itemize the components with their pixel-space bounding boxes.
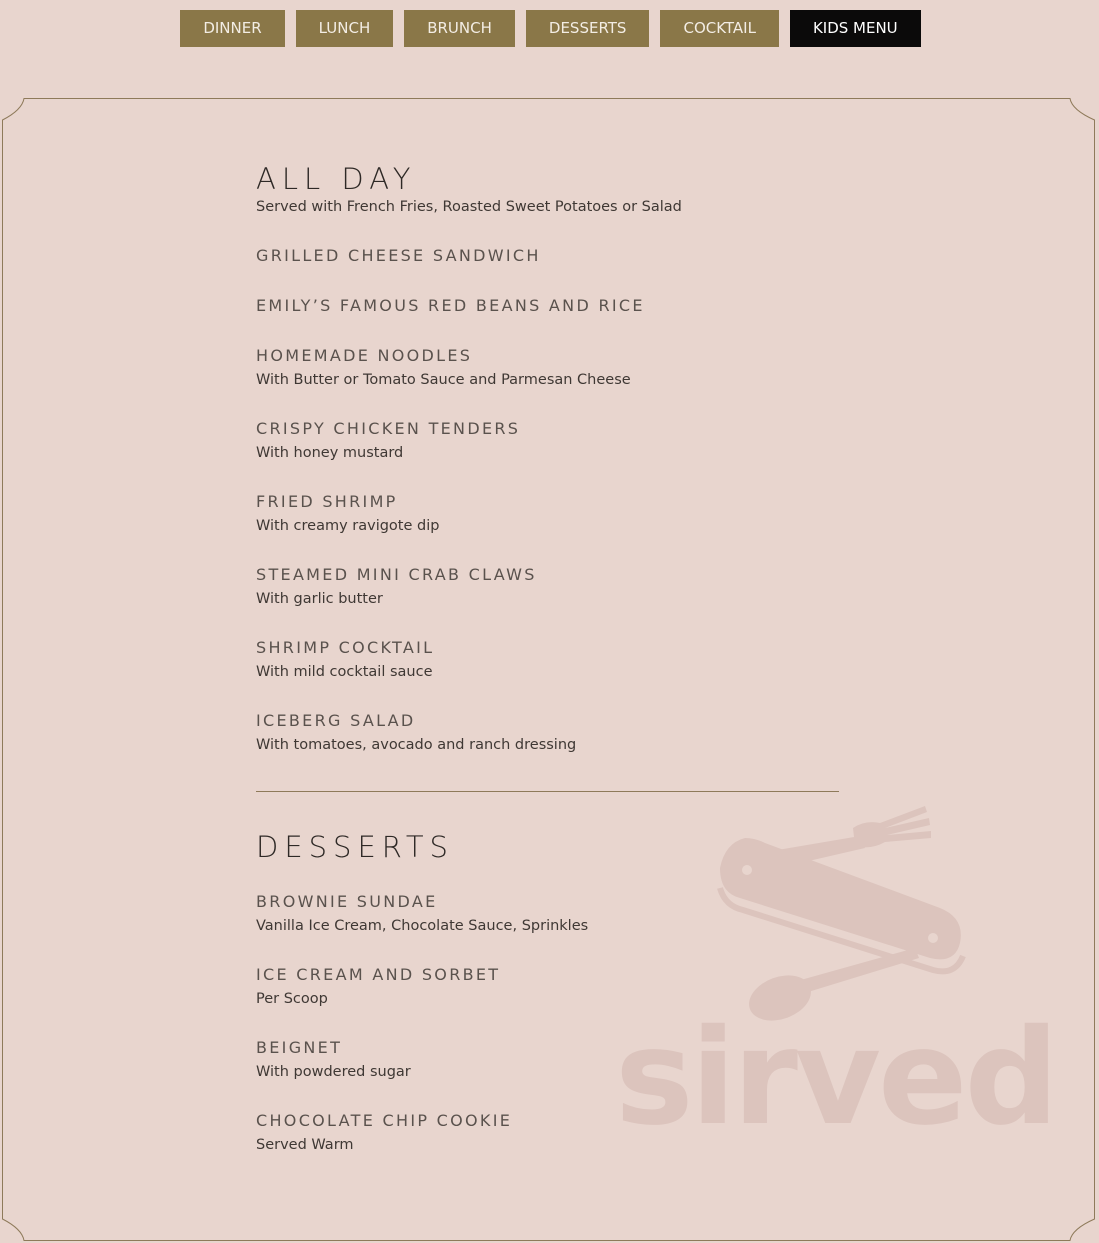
menu-item [256,492,856,535]
item-name: STEAMED MINI CRAB CLAWS [256,565,537,584]
tab-dinner[interactable]: DINNER [180,10,284,47]
item-name: FRIED SHRIMP [256,492,398,511]
menu-content [256,160,856,1154]
menu-tabs [0,10,1099,47]
menu-item [256,565,856,608]
item-name: EMILY’S FAMOUS RED BEANS AND RICE [256,296,645,315]
section-all-day [256,160,856,754]
item-name: GRILLED CHEESE SANDWICH [256,246,541,265]
tab-kids-menu[interactable]: KIDS MENU [790,10,921,47]
item-description: With honey mustard [256,445,404,461]
menu-item [256,246,856,266]
menu-item [256,638,856,681]
item-name: ICEBERG SALAD [256,711,416,730]
menu-item [256,711,856,754]
item-name: ICE CREAM AND SORBET [256,965,501,984]
item-name: BROWNIE SUNDAE [256,892,438,911]
tab-lunch[interactable]: LUNCH [296,10,394,47]
menu-item [256,346,856,389]
menu-item [256,1038,856,1081]
item-description: With tomatoes, avocado and ranch dressing [256,737,577,753]
item-description: With Butter or Tomato Sauce and Parmesan Cheese [256,372,631,388]
section-desserts [256,828,856,1154]
tab-cocktail[interactable]: COCKTAIL [660,10,778,47]
item-description: Vanilla Ice Cream, Chocolate Sauce, Sprinkles [256,918,589,934]
item-name: CHOCOLATE CHIP COOKIE [256,1111,513,1130]
item-name: HOMEMADE NOODLES [256,346,473,365]
item-description: With creamy ravigote dip [256,518,440,534]
menu-item [256,965,856,1008]
section-divider [256,791,839,792]
watermark-text: sirved [615,1001,1056,1155]
menu-item [256,892,856,935]
item-description: Per Scoop [256,991,328,1007]
menu-item [256,296,856,316]
menu-item [256,1111,856,1154]
tab-brunch[interactable]: BRUNCH [404,10,515,47]
section-title: DESSERTS [256,830,454,864]
item-description: Served Warm [256,1137,354,1153]
item-description: With garlic butter [256,591,383,607]
tab-desserts[interactable]: DESSERTS [526,10,650,47]
item-name: BEIGNET [256,1038,343,1057]
item-description: With powdered sugar [256,1064,411,1080]
item-name: SHRIMP COCKTAIL [256,638,435,657]
item-name: CRISPY CHICKEN TENDERS [256,419,521,438]
item-description: With mild cocktail sauce [256,664,433,680]
section-title: ALL DAY [256,162,417,196]
menu-item [256,419,856,462]
section-subtitle: Served with French Fries, Roasted Sweet Potatoes or Salad [256,199,682,215]
